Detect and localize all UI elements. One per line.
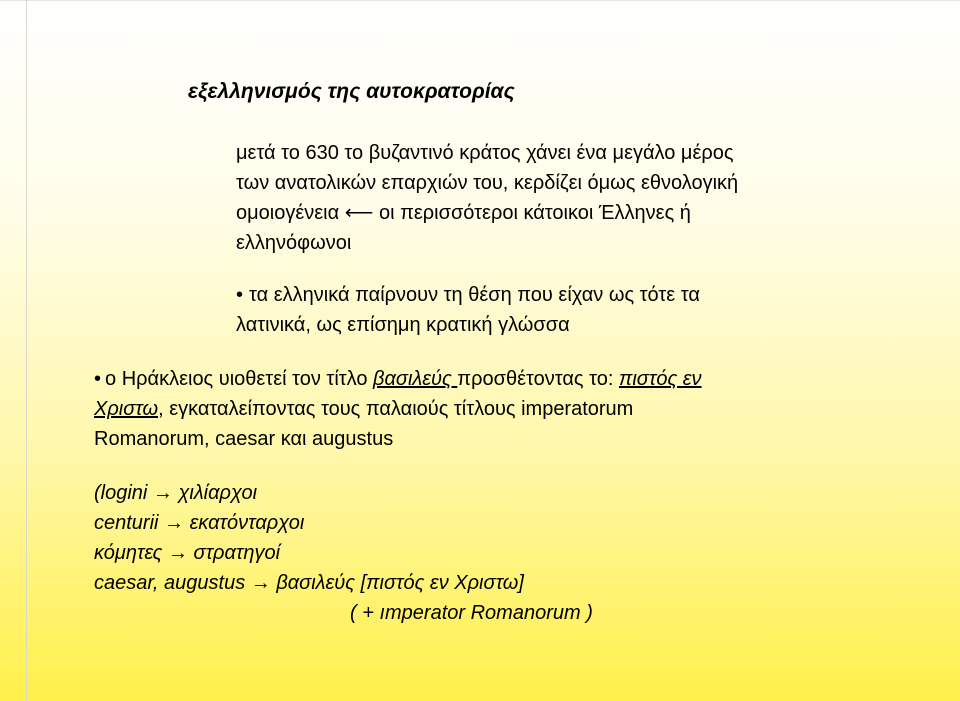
bullet-marker: • (236, 284, 244, 306)
heraclius-text-a: ο Ηράκλειος υιοθετεί τον τίτλο (105, 368, 374, 390)
pistos-en-term: πιστός εν (618, 368, 702, 390)
intro-line-4: ελληνόφωνοι (236, 232, 352, 254)
glossary-line-5: ( + ımperator Romanorum ) (350, 602, 593, 624)
heraclius-text-line2: , εγκαταλείποντας τους παλαιούς τίτλους imperatorum (158, 398, 634, 420)
glossary-line-3: κόμητες → στρατηγοί (94, 542, 281, 564)
glossary-block (94, 478, 593, 628)
intro-line-3: ομοιογένεια ⟵ οι περισσότεροι κάτοικοι Έλληνες ή (236, 202, 691, 224)
bullet-marker: • (94, 368, 102, 390)
glossary-line-2: centurii → εκατόνταρχοι (94, 512, 305, 534)
bullet-greek-language (236, 280, 700, 340)
top-border (0, 0, 960, 1)
intro-paragraph (236, 138, 738, 258)
basileus-term: βασιλεύς (373, 368, 458, 390)
slide-title: εξελληνισμός της αυτοκρατορίας (188, 80, 515, 103)
bullet-greek-line-2: λατινικά, ως επίσημη κρατική γλώσσα (236, 314, 570, 336)
bullet-greek-line-1: τα ελληνικά παίρνουν τη θέση που είχαν ως τότε τα (249, 284, 700, 306)
heraclius-text-c: προσθέτοντας το: (457, 368, 619, 390)
intro-line-2: των ανατολικών επαρχιών του, κερδίζει όμως εθνολογική (236, 172, 739, 194)
glossary-line-1: (logini → χιλίαρχοι (94, 482, 258, 504)
christo-term: Χριστω (94, 398, 159, 420)
heraclius-line-3: Romanorum, caesar και augustus (94, 428, 394, 450)
left-border (26, 0, 27, 701)
intro-line-1: μετά το 630 το βυζαντινό κράτος χάνει ένα μεγάλο μέρος (236, 142, 734, 164)
bullet-heraclius (94, 364, 702, 454)
glossary-line-4: caesar, augustus → βασιλεύς [πιστός εν Χριστω] (94, 572, 524, 594)
